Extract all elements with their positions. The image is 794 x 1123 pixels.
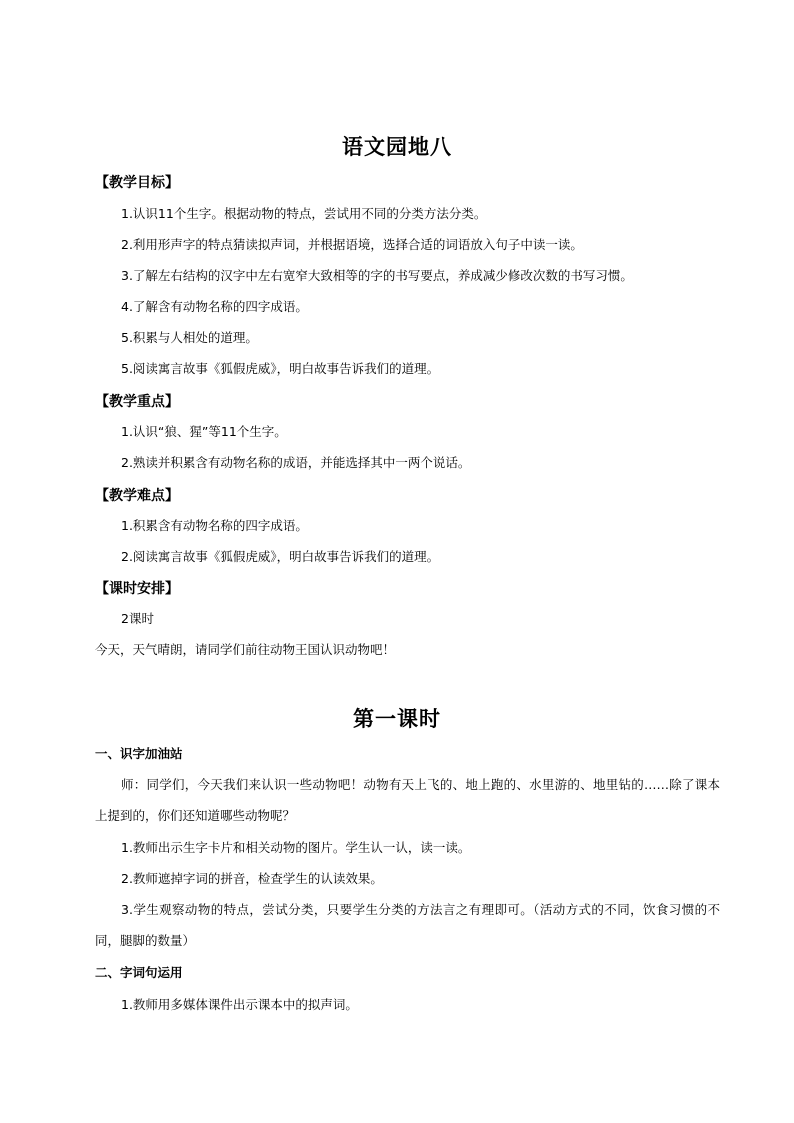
lesson-step-item: 1.教师出示生字卡片和相关动物的图片。学生认一认，读一读。 bbox=[121, 840, 471, 855]
section-heading-schedule: 【课时安排】 bbox=[95, 581, 179, 597]
goal-item: 5.积累与人相处的道理。 bbox=[121, 330, 258, 345]
schedule-item: 2课时 bbox=[121, 611, 154, 626]
document-title: 语文园地八 bbox=[342, 134, 452, 159]
intro-paragraph: 今天，天气晴朗，请同学们前往动物王国认识动物吧！ bbox=[95, 642, 396, 657]
section-heading-key-points: 【教学重点】 bbox=[95, 394, 179, 410]
goal-item: 5.阅读寓言故事《狐假虎威》，明白故事告诉我们的道理。 bbox=[121, 361, 440, 376]
goal-item: 4.了解含有动物名称的四字成语。 bbox=[121, 299, 308, 314]
lesson-title: 第一课时 bbox=[353, 706, 441, 731]
difficulty-item: 2.阅读寓言故事《狐假虎威》，明白故事告诉我们的道理。 bbox=[121, 549, 440, 564]
lesson-step-item: 2.教师遮掉字词的拼音，检查学生的认读效果。 bbox=[121, 871, 383, 886]
part-heading: 二、字词句运用 bbox=[95, 965, 183, 980]
key-point-item: 2.熟读并积累含有动物名称的成语，并能选择其中一两个说话。 bbox=[121, 455, 471, 470]
key-point-item: 1.认识“狼、猩”等11个生字。 bbox=[121, 424, 287, 439]
teacher-speech-paragraph: 师：同学们，今天我们来认识一些动物吧！动物有天上飞的、地上跑的、水里游的、地里钻的……除了课本上提到的，你们还知道哪些动物呢？ bbox=[95, 777, 720, 823]
lesson-step-item: 1.教师用多媒体课件出示课本中的拟声词。 bbox=[121, 997, 358, 1012]
lesson-step-paragraph: 3.学生观察动物的特点，尝试分类，只要学生分类的方法言之有理即可。（活动方式的不同，饮食习惯的不同，腿脚的数量） bbox=[95, 902, 720, 948]
section-heading-goals: 【教学目标】 bbox=[95, 175, 179, 191]
section-heading-difficulties: 【教学难点】 bbox=[95, 488, 179, 504]
difficulty-item: 1.积累含有动物名称的四字成语。 bbox=[121, 518, 308, 533]
goal-item: 2.利用形声字的特点猜读拟声词，并根据语境，选择合适的词语放入句子中读一读。 bbox=[121, 237, 583, 252]
goal-item: 1.认识11个生字。根据动物的特点，尝试用不同的分类方法分类。 bbox=[121, 206, 487, 221]
goal-item: 3.了解左右结构的汉字中左右宽窄大致相等的字的书写要点，养成减少修改次数的书写习惯。 bbox=[121, 268, 633, 283]
part-heading: 一、识字加油站 bbox=[95, 746, 183, 761]
